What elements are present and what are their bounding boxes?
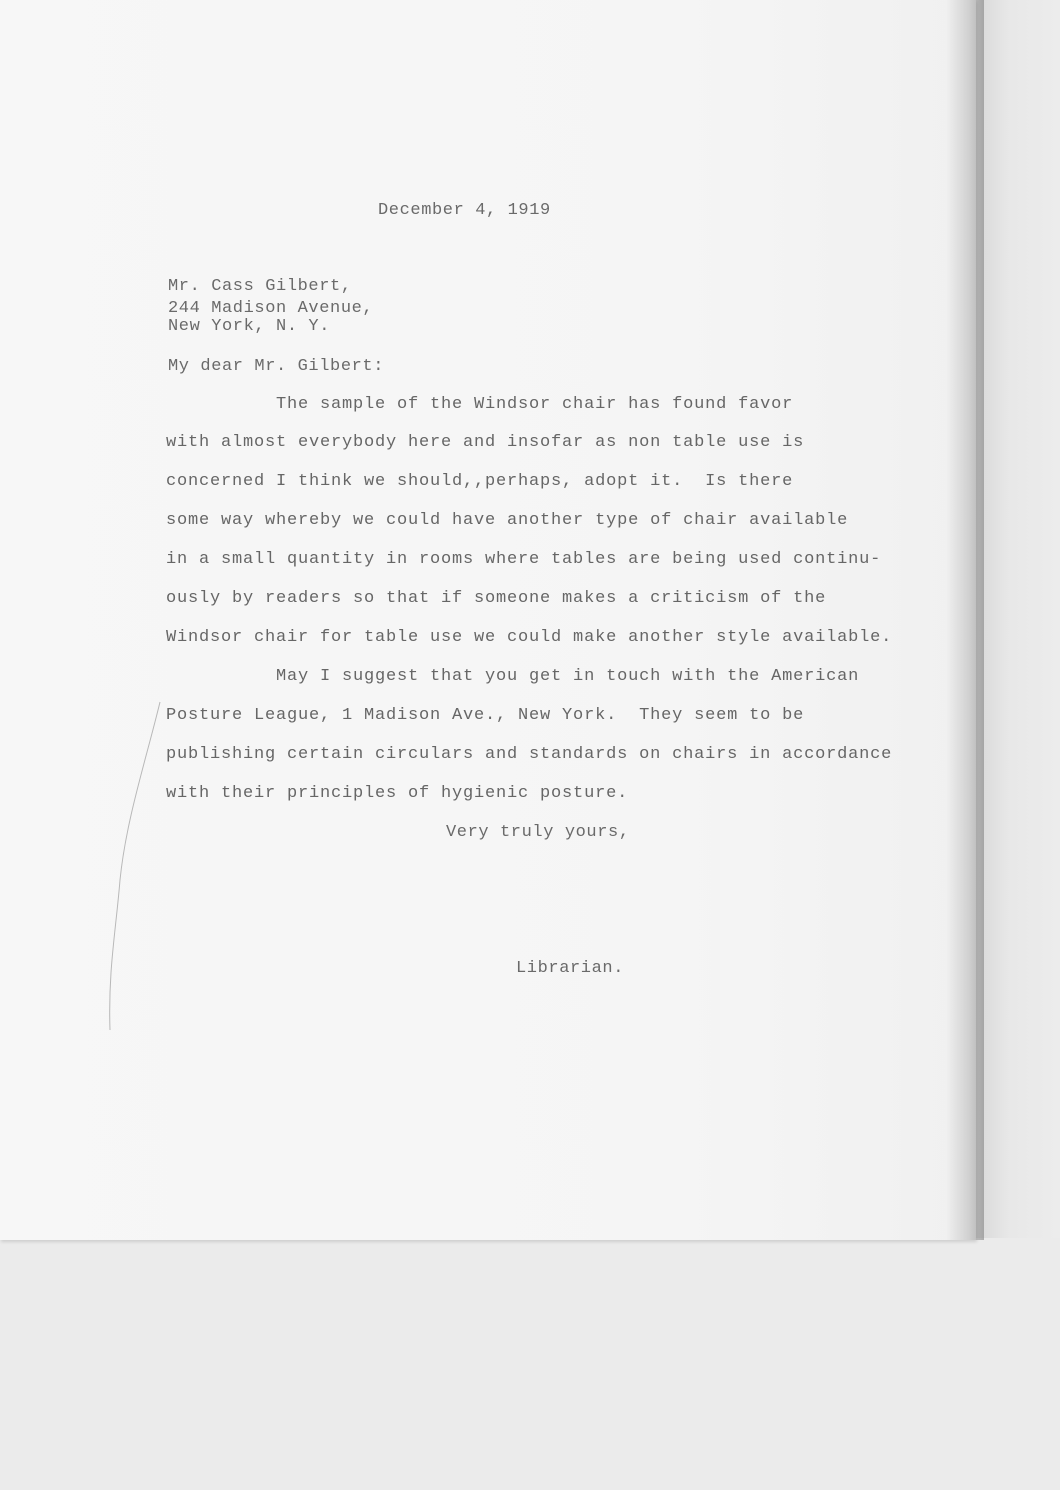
- recipient-city: New York, N. Y.: [168, 317, 331, 336]
- body-line: with almost everybody here and insofar as non table use is: [166, 433, 805, 452]
- body-line: May I suggest that you get in touch with the American: [166, 667, 860, 686]
- letter-date: December 4, 1919: [378, 201, 551, 220]
- background-shadow: [976, 0, 1060, 1240]
- background-surface: [0, 1238, 1060, 1490]
- salutation: My dear Mr. Gilbert:: [168, 357, 385, 376]
- closing: Very truly yours,: [446, 823, 630, 842]
- pencil-margin-mark: [96, 700, 166, 1040]
- body-line: The sample of the Windsor chair has found favor: [166, 395, 794, 414]
- body-line: Windsor chair for table use we could make another style available.: [166, 628, 893, 647]
- body-line: ously by readers so that if someone makes a criticism of the: [166, 589, 827, 608]
- recipient-name: Mr. Cass Gilbert,: [168, 277, 352, 296]
- signature-title: Librarian.: [516, 959, 625, 978]
- body-line: with their principles of hygienic posture.: [166, 784, 629, 803]
- body-line: some way whereby we could have another type of chair available: [166, 511, 849, 530]
- paper-edge-shading: [946, 0, 984, 1240]
- body-line: concerned I think we should,,perhaps, adopt it. Is there: [166, 472, 794, 491]
- recipient-street: 244 Madison Avenue,: [168, 299, 374, 318]
- body-line: Posture League, 1 Madison Ave., New York. They seem to be: [166, 706, 805, 725]
- body-line: publishing certain circulars and standards on chairs in accordance: [166, 745, 893, 764]
- body-line: in a small quantity in rooms where tables are being used continu-: [166, 550, 882, 569]
